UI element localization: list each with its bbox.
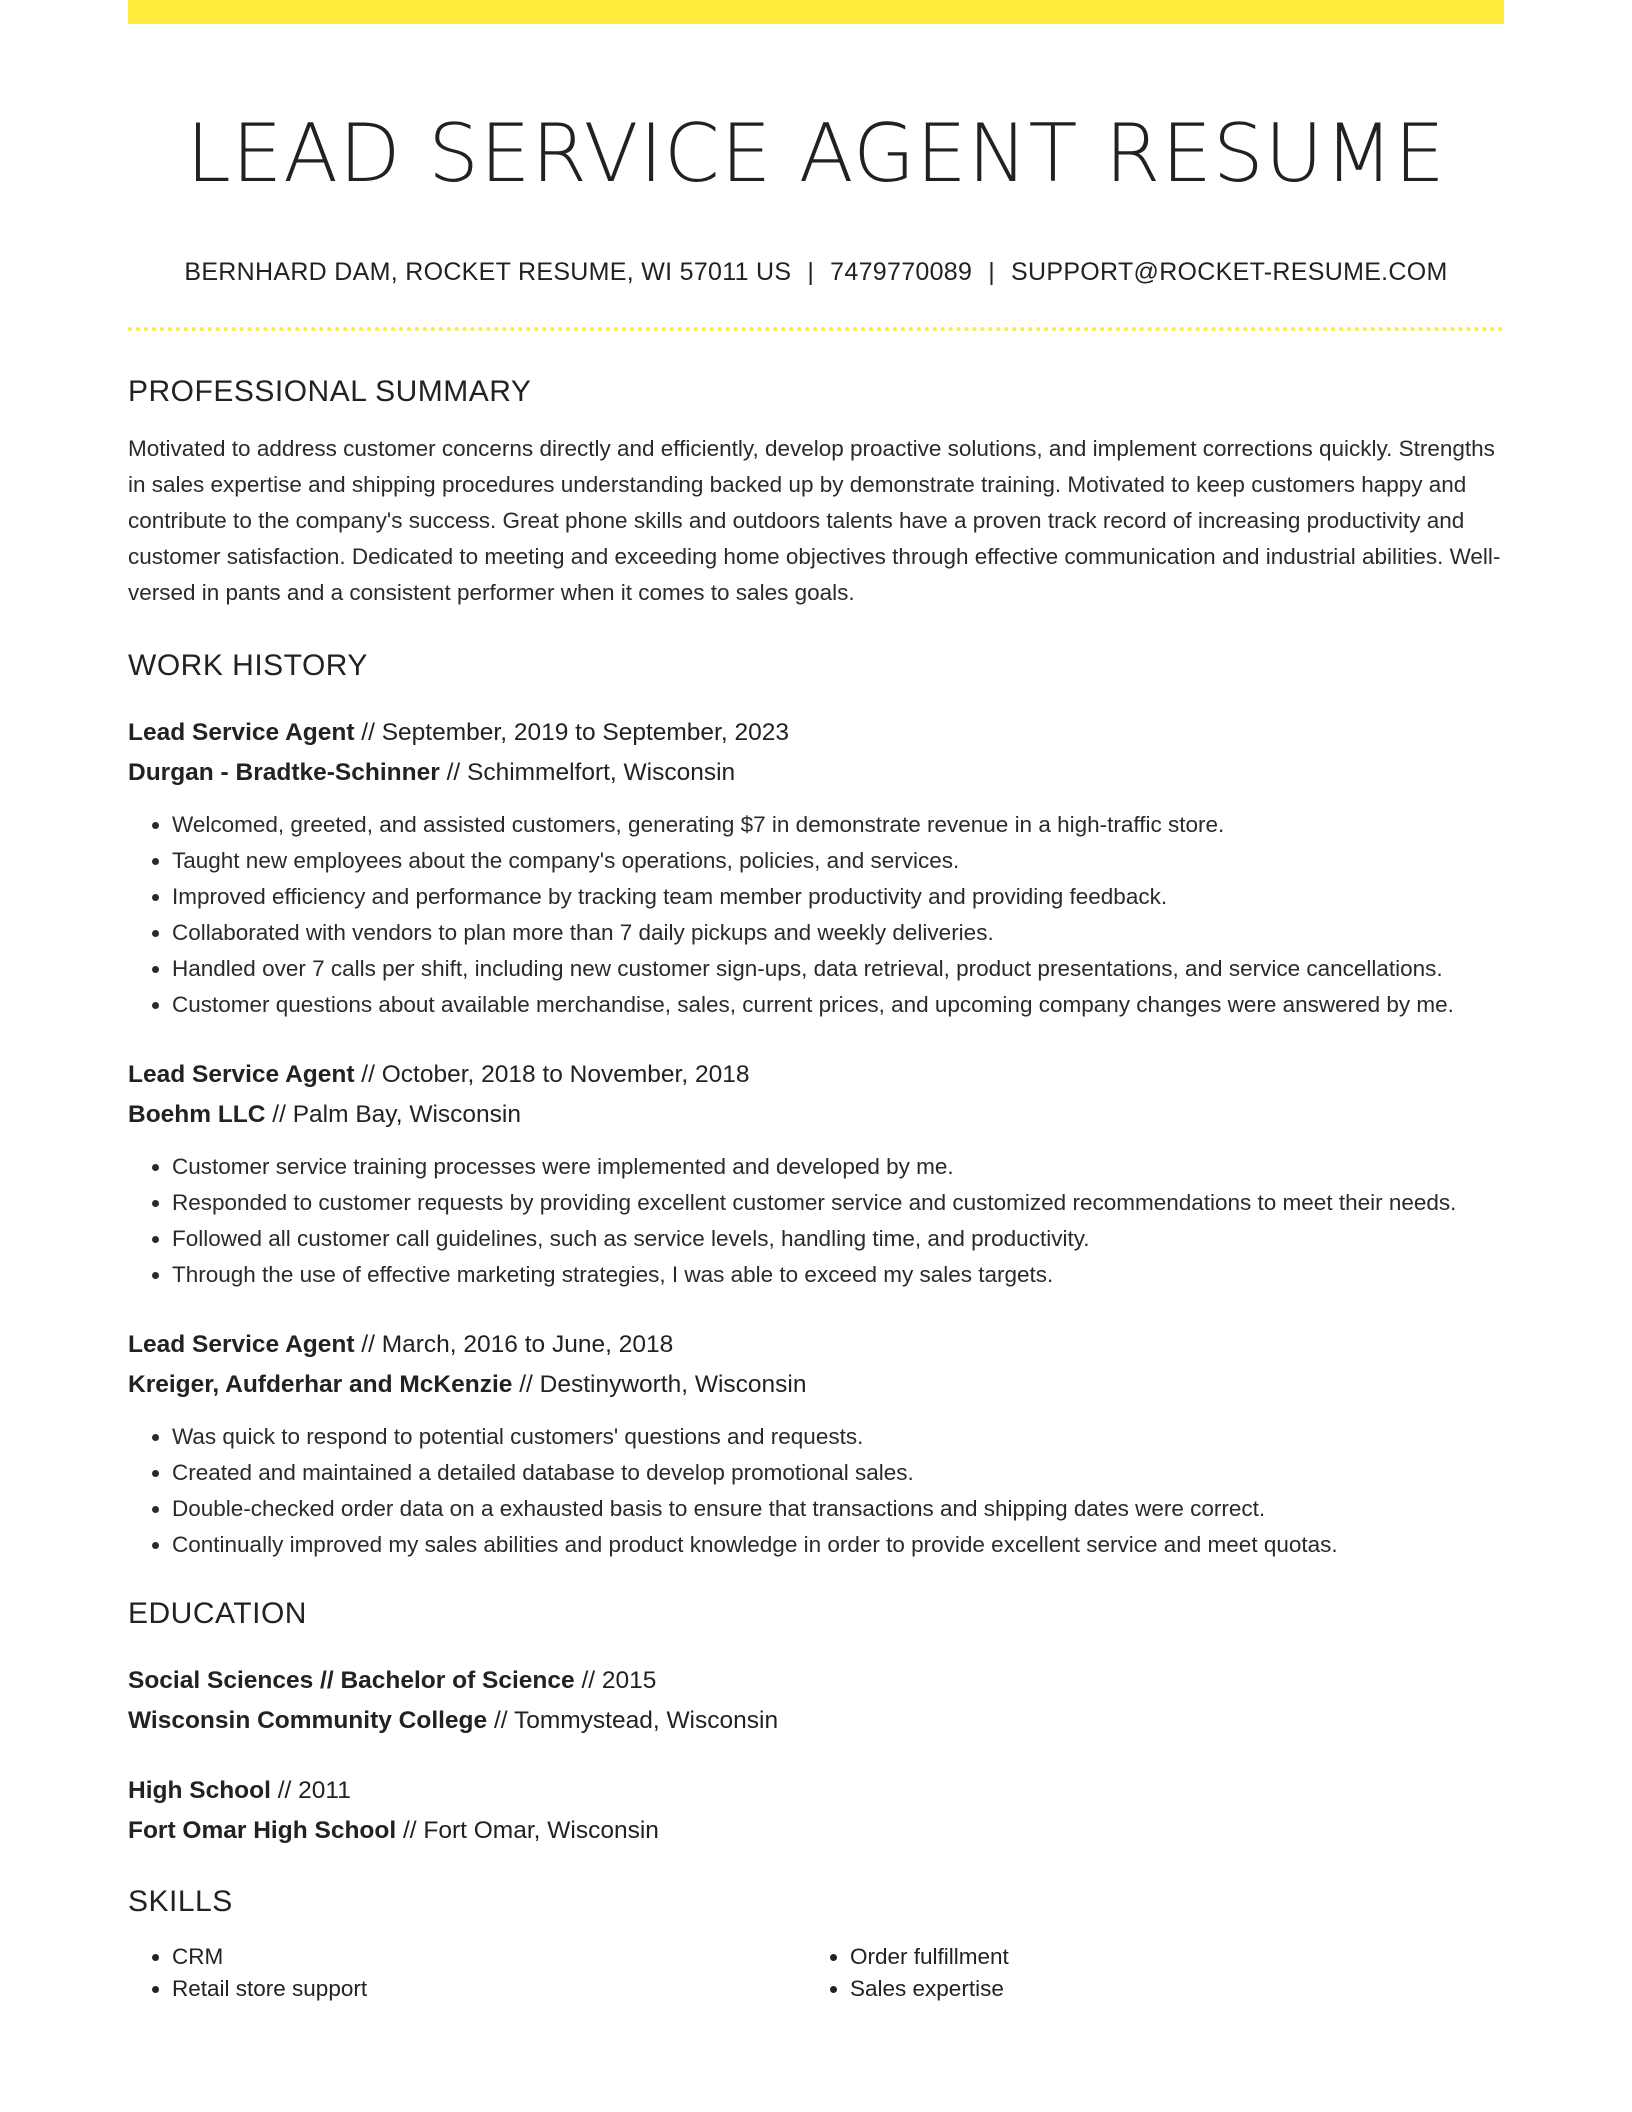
list-item: • Followed all customer call guidelines, such as service levels, handling time, and productivity. bbox=[172, 1221, 1504, 1257]
accent-top-bar bbox=[128, 0, 1504, 24]
job-dates: // September, 2019 to September, 2023 bbox=[361, 719, 789, 746]
job-title-line bbox=[128, 1325, 1504, 1365]
job-title: Lead Service Agent bbox=[128, 1061, 355, 1088]
contact-address: BERNHARD DAM, ROCKET RESUME, WI 57011 US bbox=[184, 258, 792, 286]
list-item: • Welcomed, greeted, and assisted customers, generating $7 in demonstrate revenue in a high-traffic store. bbox=[172, 807, 1504, 843]
skill-item: • Order fulfillment bbox=[850, 1941, 1484, 1973]
job-title-line bbox=[128, 1055, 1504, 1095]
resume-page bbox=[128, 0, 1504, 2005]
contact-phone: 7479770089 bbox=[830, 258, 973, 286]
list-item: • Continually improved my sales abilities and product knowledge in order to provide excellent service and meet quotas. bbox=[172, 1527, 1504, 1563]
work-history-heading: WORK HISTORY bbox=[128, 649, 368, 682]
job-entry bbox=[128, 1325, 1504, 1563]
edu-location: // Fort Omar, Wisconsin bbox=[402, 1817, 659, 1844]
job-location: // Destinyworth, Wisconsin bbox=[519, 1371, 807, 1398]
job-dates: // March, 2016 to June, 2018 bbox=[361, 1331, 674, 1358]
edu-school-line bbox=[128, 1811, 1504, 1851]
job-company: Durgan - Bradtke-Schinner bbox=[128, 759, 440, 786]
skill-item: • Retail store support bbox=[172, 1973, 806, 2005]
skills-left-list bbox=[128, 1941, 806, 2005]
skill-item: • CRM bbox=[172, 1941, 806, 1973]
job-bullets bbox=[128, 807, 1504, 1023]
job-company-line bbox=[128, 1095, 1504, 1135]
job-company: Boehm LLC bbox=[128, 1101, 266, 1128]
education-heading: EDUCATION bbox=[128, 1597, 307, 1630]
job-dates: // October, 2018 to November, 2018 bbox=[361, 1061, 750, 1088]
skills-columns bbox=[128, 1941, 1504, 2005]
edu-year: // 2011 bbox=[277, 1777, 351, 1804]
dotted-divider bbox=[128, 327, 1504, 331]
contact-separator: | bbox=[807, 258, 815, 286]
edu-degree: Social Sciences // Bachelor of Science bbox=[128, 1667, 575, 1694]
education-entry bbox=[128, 1771, 1504, 1851]
edu-school: Fort Omar High School bbox=[128, 1817, 397, 1844]
contact-separator: | bbox=[988, 258, 996, 286]
job-bullets bbox=[128, 1419, 1504, 1563]
list-item: • Taught new employees about the company's operations, policies, and services. bbox=[172, 843, 1504, 879]
job-location: // Palm Bay, Wisconsin bbox=[272, 1101, 521, 1128]
contact-email: SUPPORT@ROCKET-RESUME.COM bbox=[1011, 258, 1448, 286]
job-bullets bbox=[128, 1149, 1504, 1293]
list-item: • Collaborated with vendors to plan more than 7 daily pickups and weekly deliveries. bbox=[172, 915, 1504, 951]
list-item: • Was quick to respond to potential customers' questions and requests. bbox=[172, 1419, 1504, 1455]
list-item: • Handled over 7 calls per shift, including new customer sign-ups, data retrieval, product presentations, and service cancellations. bbox=[172, 951, 1504, 987]
job-title: Lead Service Agent bbox=[128, 719, 355, 746]
contact-line bbox=[128, 258, 1504, 287]
resume-title: LEAD SERVICE AGENT RESUME bbox=[186, 107, 1446, 200]
edu-degree-line bbox=[128, 1661, 1504, 1701]
edu-school-line bbox=[128, 1701, 1504, 1741]
summary-heading: PROFESSIONAL SUMMARY bbox=[128, 375, 532, 408]
list-item: • Through the use of effective marketing strategies, I was able to exceed my sales targets. bbox=[172, 1257, 1504, 1293]
education-entry bbox=[128, 1661, 1504, 1741]
job-location: // Schimmelfort, Wisconsin bbox=[446, 759, 736, 786]
edu-year: // 2015 bbox=[581, 1667, 657, 1694]
edu-degree-line bbox=[128, 1771, 1504, 1811]
summary-text: Motivated to address customer concerns directly and efficiently, develop proactive solutions, and implement corrections quickly. Strengths in sales expertise and shipping procedures understanding backed up by demonstrate training. Motivated to keep customers happy and contribute to the company's success. Great phone skills and outdoors talents have a proven track record of increasing productivity and customer satisfaction. Dedicated to meeting and exceeding home objectives through effective communication and industrial abilities. Well-versed in pants and a consistent performer when it comes to sales goals. bbox=[128, 436, 1501, 605]
skills-heading: SKILLS bbox=[128, 1885, 233, 1918]
edu-degree: High School bbox=[128, 1777, 271, 1804]
list-item: • Improved efficiency and performance by tracking team member productivity and providing feedback. bbox=[172, 879, 1504, 915]
job-company-line bbox=[128, 1365, 1504, 1405]
list-item: • Responded to customer requests by providing excellent customer service and customized recommendations to meet their needs. bbox=[172, 1185, 1504, 1221]
job-title: Lead Service Agent bbox=[128, 1331, 355, 1358]
edu-location: // Tommystead, Wisconsin bbox=[493, 1707, 779, 1734]
job-entry bbox=[128, 713, 1504, 1023]
job-company: Kreiger, Aufderhar and McKenzie bbox=[128, 1371, 513, 1398]
skills-right-list bbox=[806, 1941, 1484, 2005]
list-item: • Created and maintained a detailed database to develop promotional sales. bbox=[172, 1455, 1504, 1491]
list-item: • Double-checked order data on a exhausted basis to ensure that transactions and shipping dates were correct. bbox=[172, 1491, 1504, 1527]
job-title-line bbox=[128, 713, 1504, 753]
edu-school: Wisconsin Community College bbox=[128, 1707, 488, 1734]
skill-item: • Sales expertise bbox=[850, 1973, 1484, 2005]
list-item: • Customer service training processes were implemented and developed by me. bbox=[172, 1149, 1504, 1185]
job-entry bbox=[128, 1055, 1504, 1293]
list-item: • Customer questions about available merchandise, sales, current prices, and upcoming company changes were answered by me. bbox=[172, 987, 1504, 1023]
job-company-line bbox=[128, 753, 1504, 793]
